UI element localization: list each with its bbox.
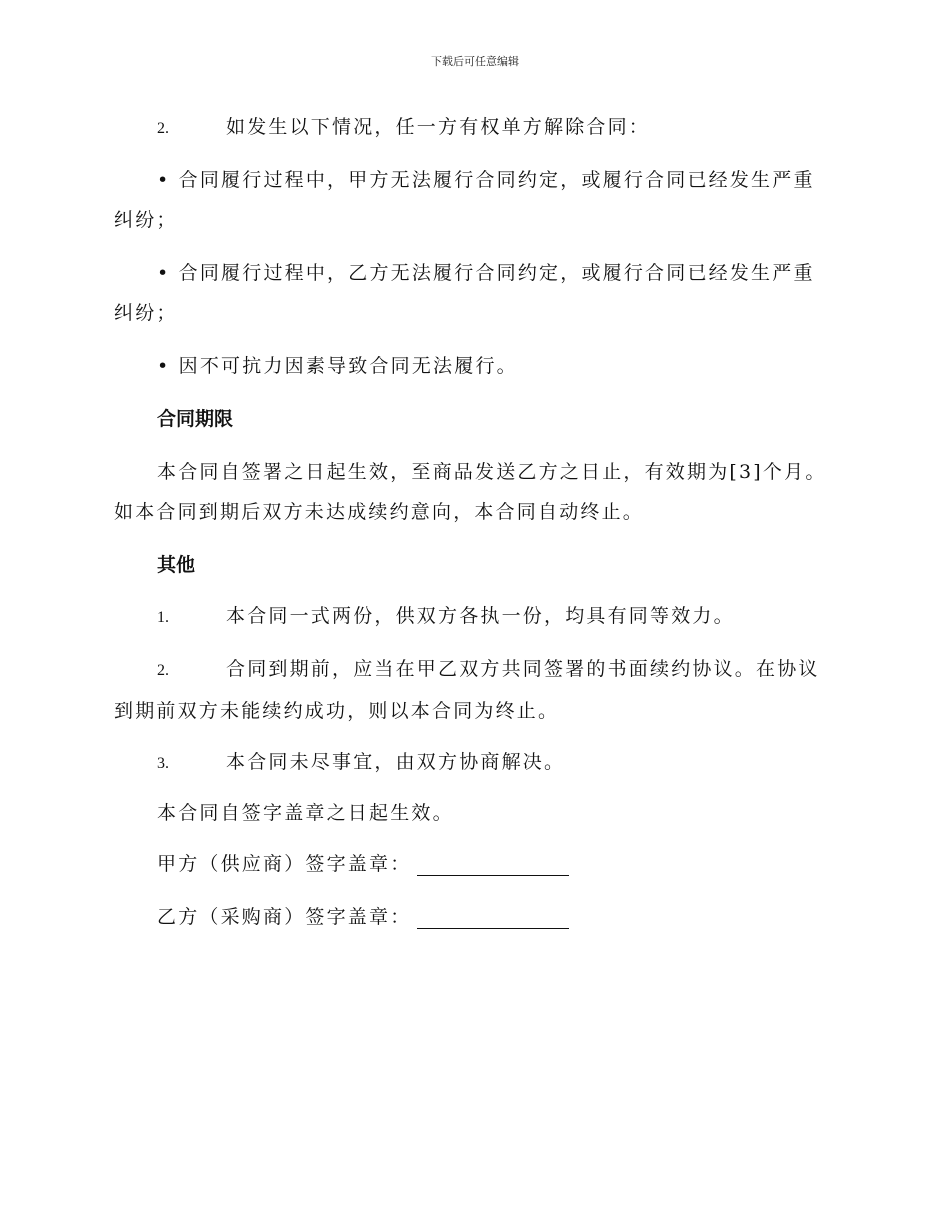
item-text: 本合同未尽事宜，由双方协商解决。 xyxy=(226,751,566,773)
signature-label: 甲方（供应商）签字盖章： xyxy=(157,853,412,875)
item-text: 合同到期前，应当在甲乙双方共同签署的书面续约协议。在协议 xyxy=(226,658,820,680)
bullet-item-continuation: 纠纷； xyxy=(114,302,178,324)
signature-line xyxy=(417,910,569,929)
section-heading: 其他 xyxy=(157,554,196,576)
paragraph-line: 如本合同到期后双方未达成续约意向，本合同自动终止。 xyxy=(114,501,645,523)
item-number: 3. xyxy=(157,755,169,772)
signature-line xyxy=(417,857,569,876)
effective-statement: 本合同自签字盖章之日起生效。 xyxy=(157,802,454,824)
signature-party-a xyxy=(157,852,569,876)
bullet-item: • 合同履行过程中，乙方无法履行合同约定，或履行合同已经发生严重 xyxy=(157,262,815,284)
page-header: 下载后可任意编辑 xyxy=(431,55,519,68)
signature-label: 乙方（采购商）签字盖章： xyxy=(157,906,412,928)
paragraph-line: 本合同自签署之日起生效，至商品发送乙方之日止，有效期为[3]个月。 xyxy=(157,461,827,483)
item-text-continuation: 到期前双方未能续约成功，则以本合同为终止。 xyxy=(114,700,560,722)
clause-number: 2. xyxy=(157,120,169,137)
item-number: 2. xyxy=(157,662,169,679)
bullet-item: • 因不可抗力因素导致合同无法履行。 xyxy=(157,355,518,377)
clause-text: 如发生以下情况，任一方有权单方解除合同： xyxy=(226,116,651,138)
item-text: 本合同一式两份，供双方各执一份，均具有同等效力。 xyxy=(226,605,735,627)
item-number: 1. xyxy=(157,609,169,626)
section-heading: 合同期限 xyxy=(157,408,234,430)
bullet-item: • 合同履行过程中，甲方无法履行合同约定，或履行合同已经发生严重 xyxy=(157,169,815,191)
signature-party-b xyxy=(157,905,569,929)
bullet-item-continuation: 纠纷； xyxy=(114,209,178,231)
